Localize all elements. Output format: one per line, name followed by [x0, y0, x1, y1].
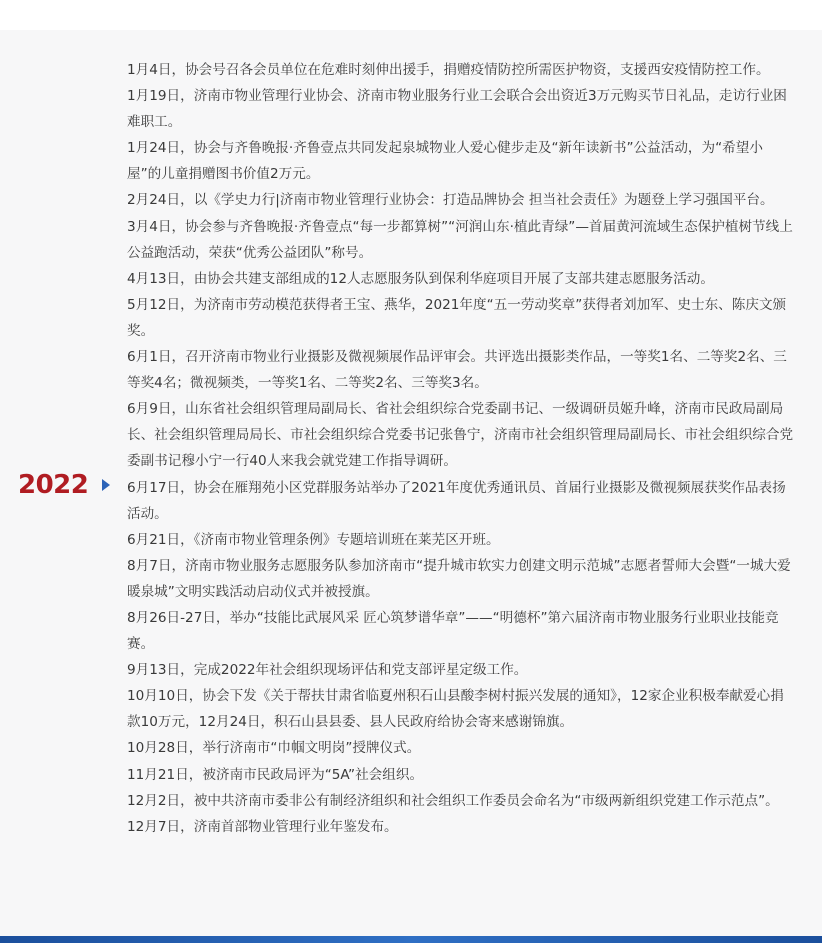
event-item: 8月26日-27日，举办“技能比武展风采 匠心筑梦谱华章”——“明德杯”第六届济南市物业服务行业职业技能竞赛。 [127, 609, 779, 653]
triangle-right-icon [102, 479, 110, 491]
event-item: 1月19日，济南市物业管理行业协会、济南市物业服务行业工会联合会出资近3万元购买节日礼品，走访行业困难职工。 [127, 88, 787, 131]
year-label: 2022 [18, 470, 89, 500]
event-item: 4月13日，由协会共建支部组成的12人志愿服务队到保利华庭项目开展了支部共建志愿服务活动。 [127, 270, 714, 287]
event-item: 6月9日，山东省社会组织管理局副局长、省社会组织综合党委副书记、一级调研员姬升峰，济南市民政局副局长、社会组织管理局局长、市社会组织综合党委书记张鲁宁，济南市社会组织管理局副局长、市社会组织综合党委副书记穆小宁一行40人来我会就党建工作指导调研。 [127, 401, 794, 470]
event-item: 2月24日，以《学史力行|济南市物业管理行业协会：打造品牌协会 担当社会责任》为题登上学习强国平台。 [127, 192, 774, 209]
event-item: 12月7日，济南首部物业管理行业年鉴发布。 [127, 818, 398, 835]
event-list [127, 57, 795, 840]
event-item: 10月28日，举行济南市“巾帼文明岗”授牌仪式。 [127, 740, 421, 757]
event-item: 12月2日，被中共济南市委非公有制经济组织和社会组织工作委员会命名为“市级两新组织党建工作示范点”。 [127, 792, 779, 809]
event-item: 10月10日，协会下发《关于帮扶甘肃省临夏州积石山县酸李树村振兴发展的通知》，12家企业积极奉献爱心捐款10万元，12月24日，积石山县县委、县人民政府给协会寄来感谢锦旗。 [127, 688, 784, 731]
event-item: 1月4日，协会号召各会员单位在危难时刻伸出援手，捐赠疫情防控所需医护物资，支援西安疫情防控工作。 [127, 62, 770, 78]
event-item: 6月21日，《济南市物业管理条例》专题培训班在莱芜区开班。 [127, 531, 500, 548]
event-item: 5月12日，为济南市劳动模范获得者王宝、燕华，2021年度“五一劳动奖章”获得者刘加军、史士东、陈庆文颁奖。 [127, 296, 787, 339]
top-band [0, 0, 822, 30]
event-item: 9月13日，完成2022年社会组织现场评估和党支部评星定级工作。 [127, 662, 528, 679]
event-item: 6月17日，协会在雁翔苑小区党群服务站举办了2021年度优秀通讯员、首届行业摄影及微视频展获奖作品表扬活动。 [127, 479, 786, 522]
event-item: 11月21日，被济南市民政局评为“5A”社会组织。 [127, 766, 424, 783]
year-marker [18, 465, 110, 505]
event-item: 6月1日，召开济南市物业行业摄影及微视频展作品评审会。共评选出摄影类作品，一等奖1名、二等奖2名、三等奖4名；微视频类，一等奖1名、二等奖2名、三等奖3名。 [127, 349, 787, 392]
event-item: 3月4日，协会参与齐鲁晚报·齐鲁壹点“每一步都算树”“河润山东·植此青绿”—首届黄河流域生态保护植树节线上公益跑活动，荣获“优秀公益团队”称号。 [127, 218, 793, 261]
event-item: 8月7日，济南市物业服务志愿服务队参加济南市“提升城市软实力创建文明示范城”志愿者誓师大会暨“一城大爱暖泉城”文明实践活动启动仪式并被授旗。 [127, 557, 791, 600]
bottom-accent-bar [0, 936, 822, 943]
event-item: 1月24日，协会与齐鲁晚报·齐鲁壹点共同发起泉城物业人爱心健步走及“新年读新书”公益活动，为“希望小屋”的儿童捐赠图书价值2万元。 [127, 140, 763, 183]
